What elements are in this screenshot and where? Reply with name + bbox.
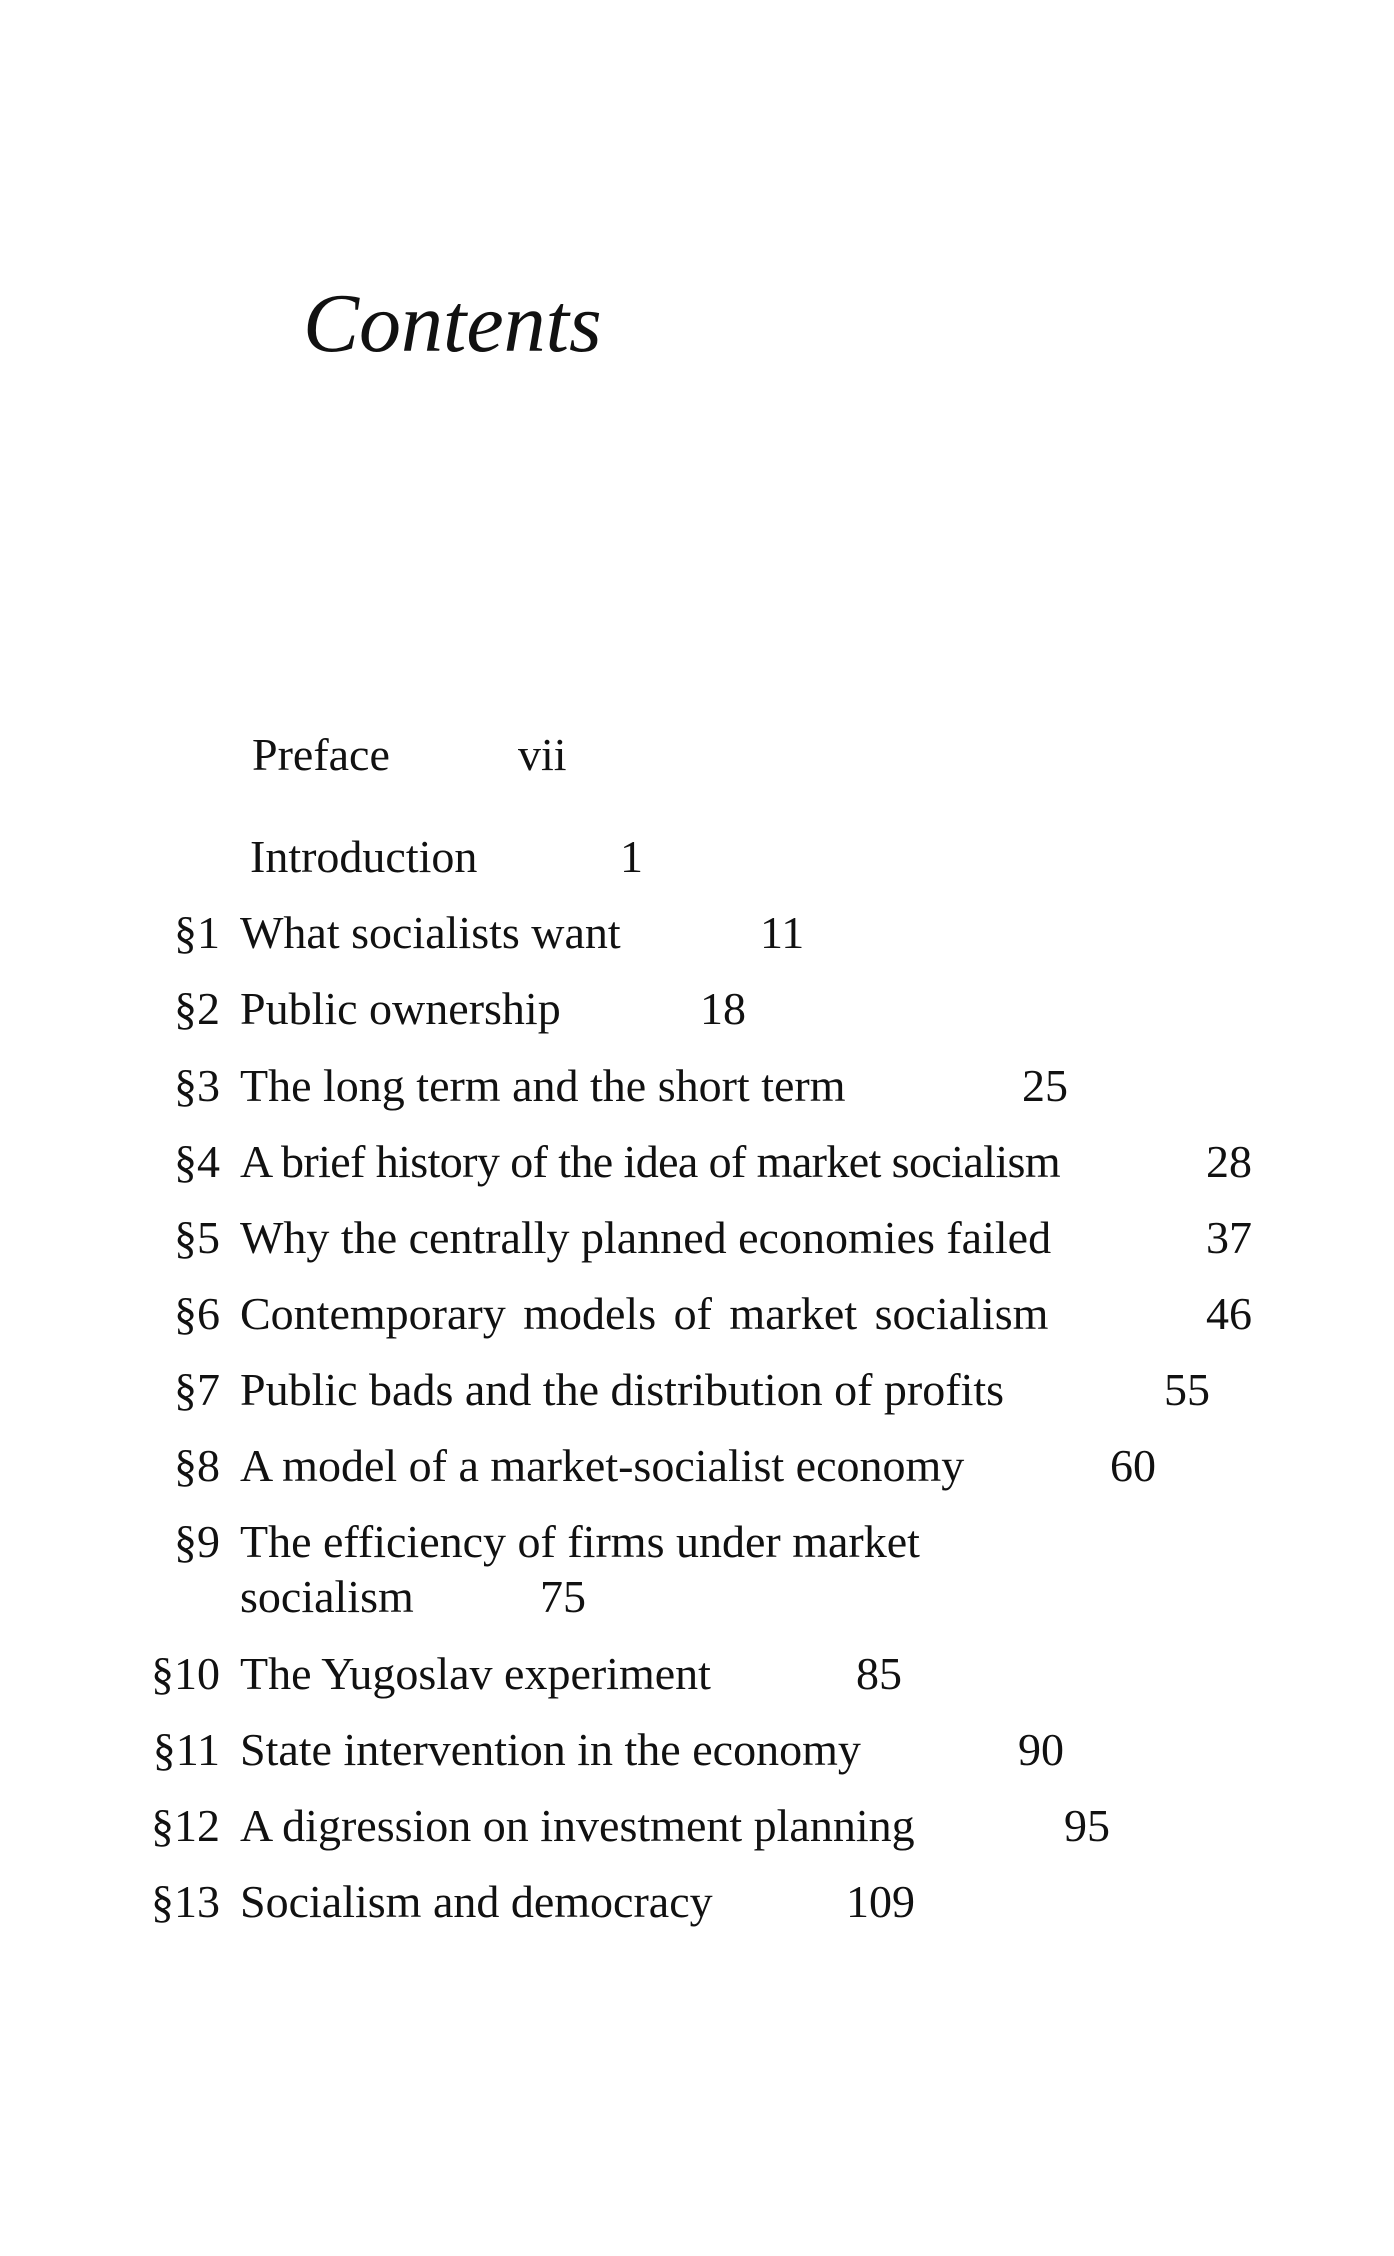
toc-entry-page: 60 xyxy=(1110,1440,1156,1491)
page-title: Contents xyxy=(303,277,602,370)
toc-entry-title: Public bads and the distribution of profits xyxy=(240,1364,1005,1415)
toc-entry-section: §2 xyxy=(174,983,220,1034)
toc-entry-2 xyxy=(0,983,1394,1036)
toc-entry-title: A digression on investment planning xyxy=(240,1800,915,1851)
toc-entry-section: §11 xyxy=(152,1724,220,1775)
toc-entry-section: §9 xyxy=(174,1516,220,1567)
toc-entry-title: Socialism and democracy xyxy=(240,1876,713,1927)
toc-entry-title: Contemporary models of market socialism xyxy=(240,1288,1049,1339)
toc-entry-title: What socialists want xyxy=(240,907,621,958)
toc-entry-10 xyxy=(0,1648,1394,1701)
toc-entry-12 xyxy=(0,1800,1394,1853)
toc-entry-title: Public ownership xyxy=(240,983,561,1034)
toc-entry-page: 37 xyxy=(1206,1212,1252,1263)
toc-entry-3 xyxy=(0,1060,1394,1113)
toc-entry-section: §1 xyxy=(174,907,220,958)
toc-entry-title: Preface xyxy=(252,729,390,780)
toc-entry-title-continued: socialism xyxy=(240,1571,414,1622)
toc-entry-page: 75 xyxy=(540,1571,586,1622)
toc-entry-introduction xyxy=(0,831,1394,884)
toc-entry-title: The efficiency of firms under market xyxy=(240,1516,920,1567)
toc-entry-section: §12 xyxy=(151,1800,220,1851)
toc-entry-preface xyxy=(0,729,1394,782)
toc-entry-section: §13 xyxy=(151,1876,220,1927)
toc-entry-4 xyxy=(0,1136,1394,1189)
toc-entry-page: 25 xyxy=(1022,1060,1068,1111)
toc-entry-page: 85 xyxy=(856,1648,902,1699)
toc-entry-page: 28 xyxy=(1206,1136,1252,1187)
toc-entry-section: §10 xyxy=(151,1648,220,1699)
toc-entry-5 xyxy=(0,1212,1394,1265)
toc-entry-page: 109 xyxy=(846,1876,915,1927)
toc-entry-9-continued xyxy=(0,1571,1394,1624)
toc-entry-page: 95 xyxy=(1064,1800,1110,1851)
toc-entry-6 xyxy=(0,1288,1394,1341)
toc-entry-page: vii xyxy=(518,729,567,780)
toc-entry-page: 11 xyxy=(760,907,805,958)
toc-entry-title: Introduction xyxy=(250,831,478,882)
toc-entry-title: The long term and the short term xyxy=(240,1060,846,1111)
toc-entry-7 xyxy=(0,1364,1394,1417)
toc-entry-section: §3 xyxy=(174,1060,220,1111)
toc-entry-title: State intervention in the economy xyxy=(240,1724,861,1775)
toc-entry-title: Why the centrally planned economies failed xyxy=(240,1212,1052,1263)
toc-entry-section: §6 xyxy=(174,1288,220,1339)
toc-entry-page: 90 xyxy=(1018,1724,1064,1775)
toc-entry-title: A model of a market-socialist economy xyxy=(240,1440,965,1491)
toc-entry-page: 1 xyxy=(620,831,643,882)
toc-entry-title: The Yugoslav experiment xyxy=(240,1648,711,1699)
toc-entry-1 xyxy=(0,907,1394,960)
toc-entry-page: 55 xyxy=(1164,1364,1210,1415)
toc-entry-section: §7 xyxy=(174,1364,220,1415)
toc-entry-8 xyxy=(0,1440,1394,1493)
toc-entry-title: A brief history of the idea of market socialism xyxy=(240,1136,1061,1187)
toc-entry-section: §8 xyxy=(174,1440,220,1491)
toc-entry-section: §4 xyxy=(174,1136,220,1187)
toc-entry-9 xyxy=(0,1516,1394,1569)
toc-entry-11 xyxy=(0,1724,1394,1777)
toc-entry-13 xyxy=(0,1876,1394,1929)
toc-entry-page: 46 xyxy=(1206,1288,1252,1339)
toc-entry-page: 18 xyxy=(700,983,746,1034)
toc-entry-section: §5 xyxy=(174,1212,220,1263)
